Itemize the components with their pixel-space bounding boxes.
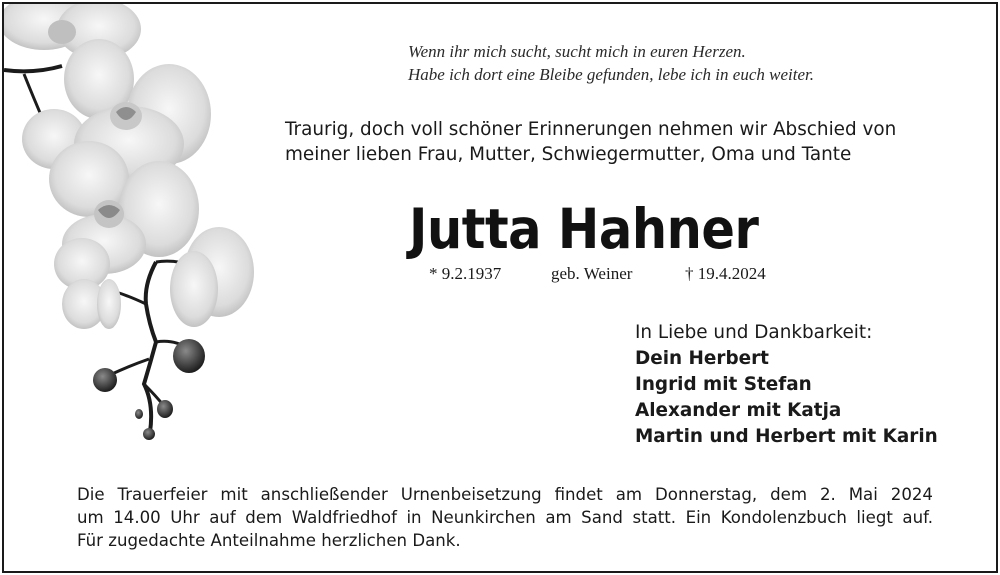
intro-text [285, 117, 896, 167]
intro-line-1: Traurig, doch voll schöner Erinnerungen nehmen wir Abschied von [285, 119, 897, 140]
poem-line-2: Habe ich dort eine Bleibe gefunden, lebe ich in euch weiter. [408, 65, 814, 84]
family-member: Ingrid mit Stefan [635, 374, 812, 395]
deceased-name: Jutta Hahner [409, 197, 759, 261]
funeral-notice [77, 483, 933, 552]
notice-line-2: um 14.00 Uhr auf dem Waldfriedhof in Neunkirchen am Sand statt. Ein Kondolenzbuch liegt auf. [77, 508, 933, 527]
maiden-name: geb. Weiner [551, 264, 633, 283]
notice-line-3: Für zugedachte Anteilnahme herzlichen Dank. [77, 531, 461, 550]
orchid-illustration [4, 4, 264, 454]
family-member: Dein Herbert [635, 348, 769, 369]
family-member: Alexander mit Katja [635, 400, 842, 421]
intro-line-2: meiner lieben Frau, Mutter, Schwiegermutter, Oma und Tante [285, 144, 852, 165]
poem-quote [408, 40, 814, 86]
notice-line-1: Die Trauerfeier mit anschließender Urnenbeisetzung findet am Donnerstag, dem 2. Mai 2024 [77, 485, 933, 504]
family-member: Martin und Herbert mit Karin [635, 426, 938, 447]
family-label: In Liebe und Dankbarkeit: [635, 322, 873, 343]
poem-line-1: Wenn ihr mich sucht, sucht mich in euren Herzen. [408, 42, 746, 61]
death-date: † 19.4.2024 [685, 264, 766, 283]
obituary-card [2, 2, 998, 573]
birth-date: * 9.2.1937 [429, 264, 502, 283]
family-signatures [635, 320, 938, 450]
